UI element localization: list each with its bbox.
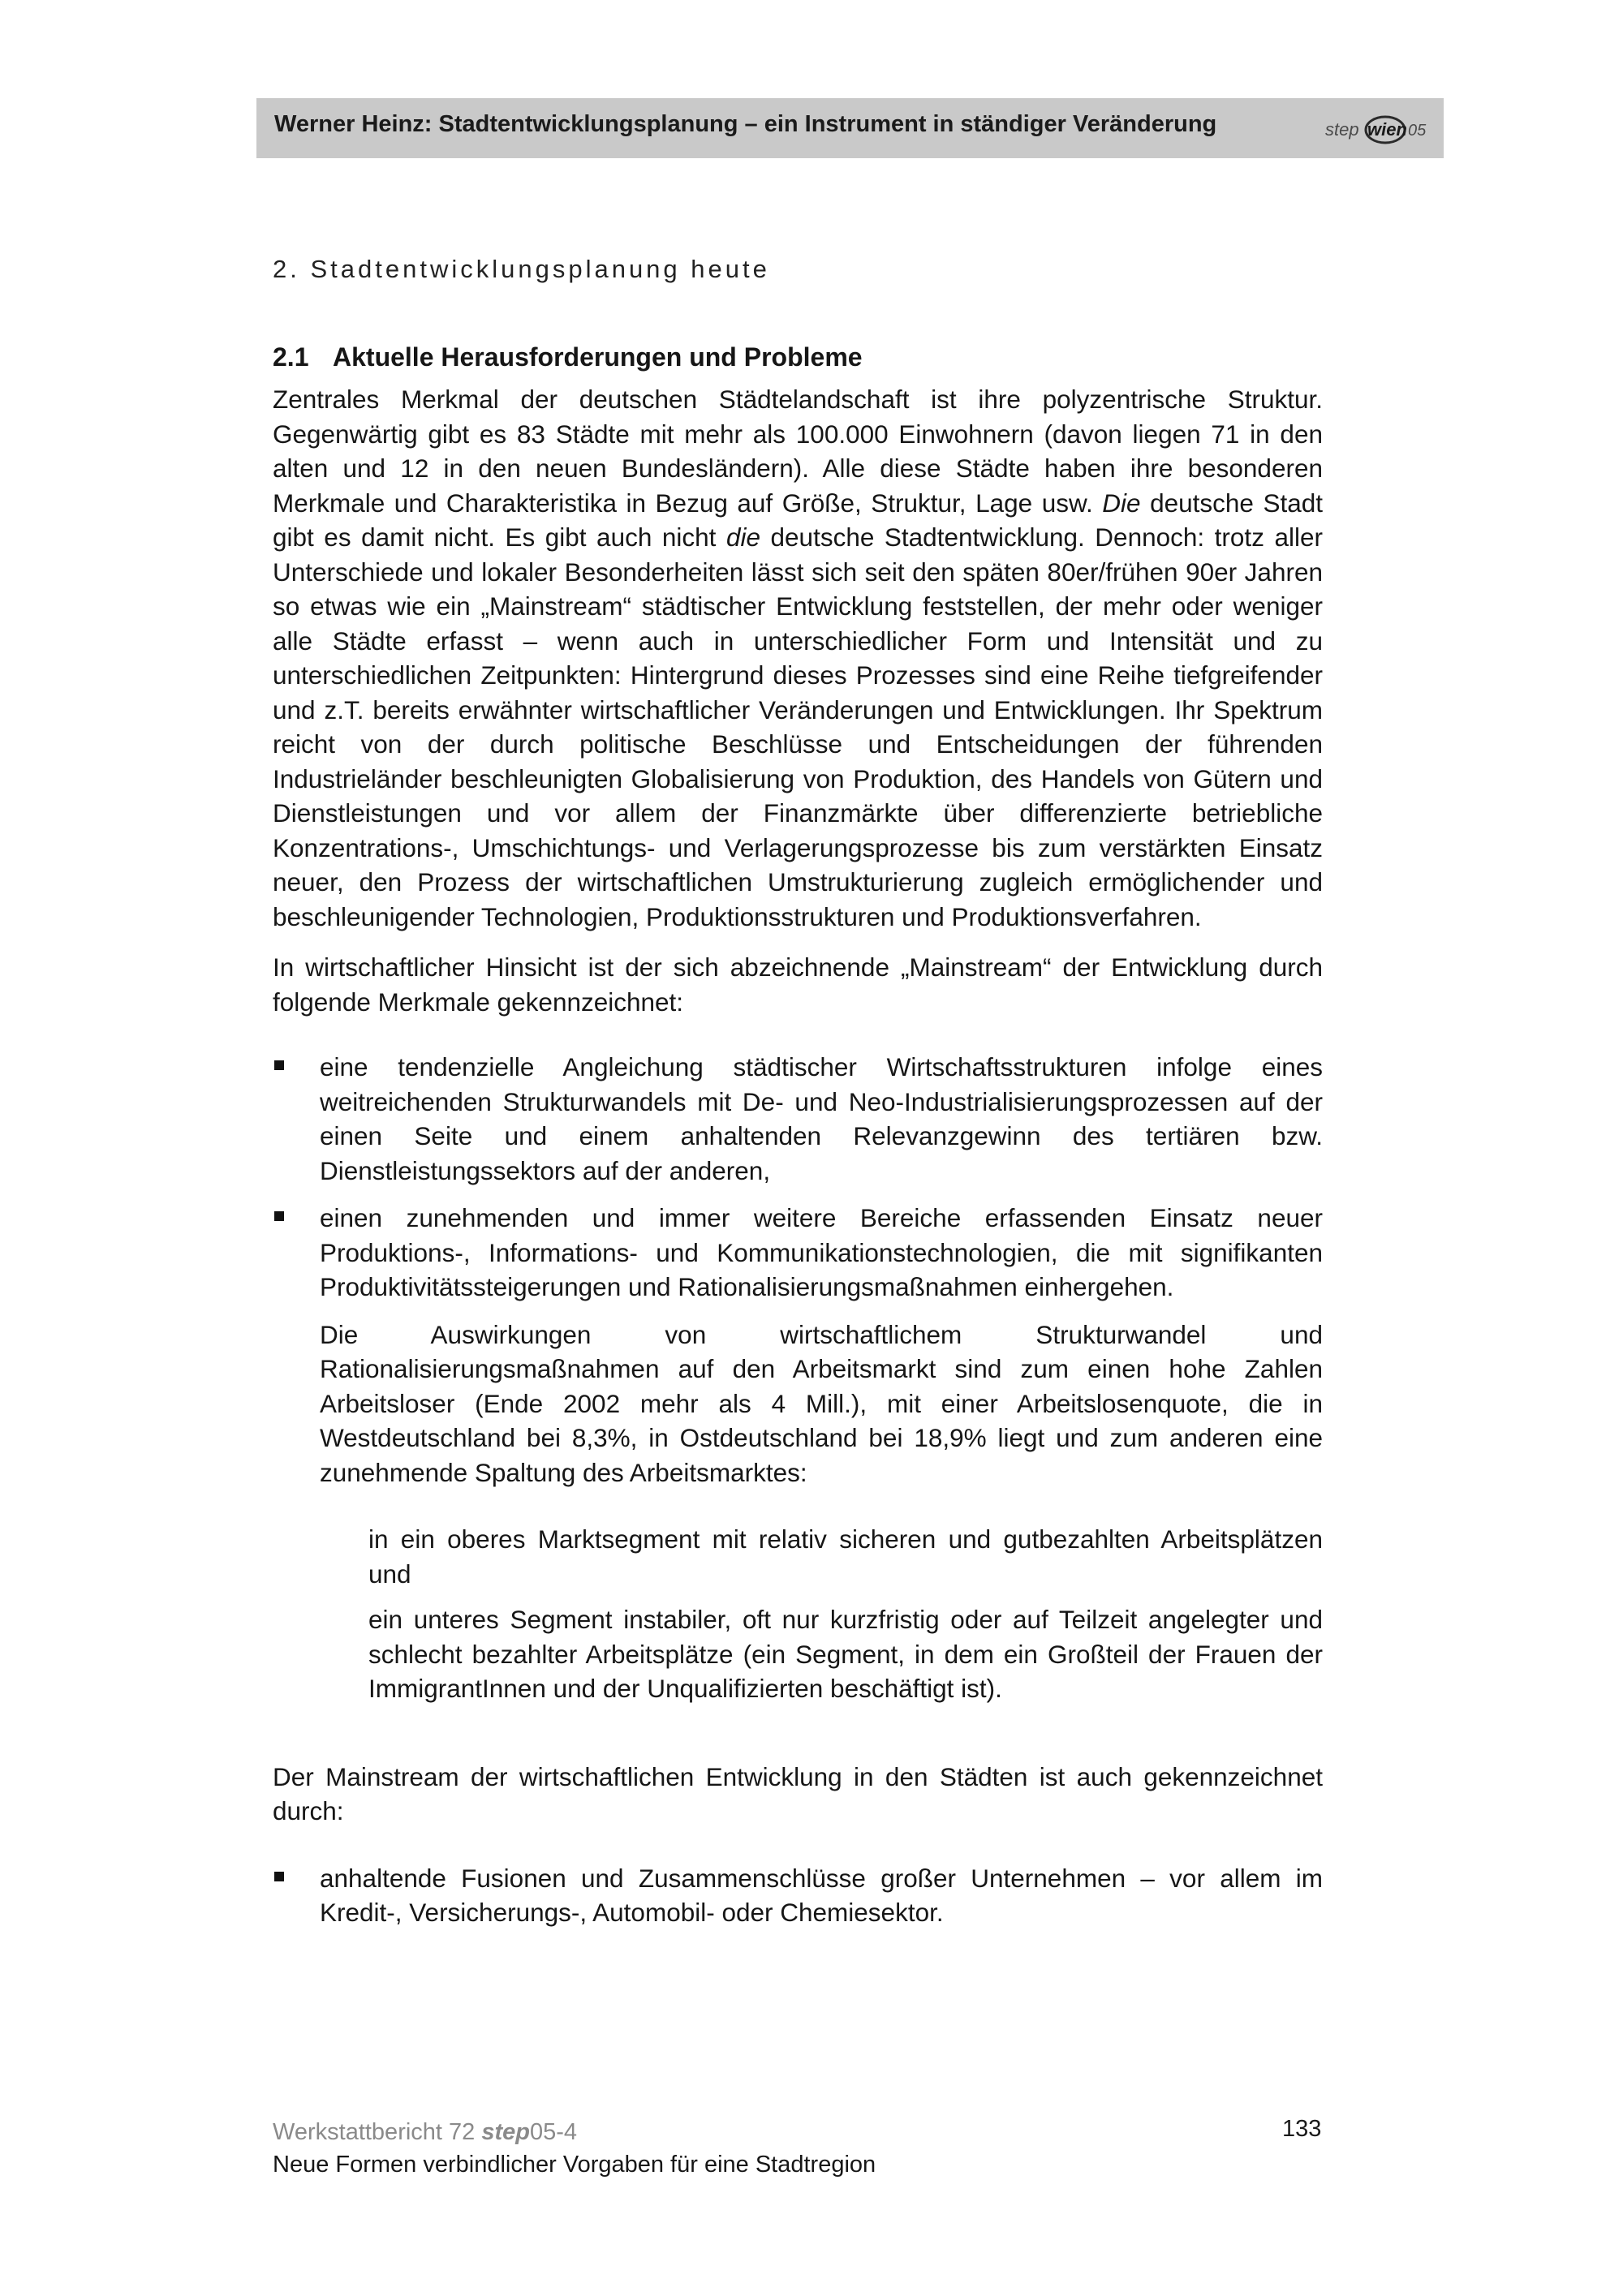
sub-list-item: ein unteres Segment instabiler, oft nur kurzfristig oder auf Teilzeit angelegter und schlecht bezahlter Arbeitsplätze (ein Segment, in dem ein Großteil der Frauen der ImmigrantInnen und der Unqualifizierten beschäftigt ist).: [368, 1605, 1323, 1703]
paragraph-intro-italic1: Die: [1102, 488, 1141, 518]
paragraph-intro-part1: Zentrales Merkmal der deutschen Städtelandschaft ist ihre polyzentrische Struktur. Gegenwärtig gibt es 83 Städte mit mehr als 100.000 Einwohnern (davon liegen 71 in den alten und 12 in den neuen Bundesländern). Alle diese Städte haben ihre besonderen Merkmale und Charakteristika in Bezug auf Größe, Struktur, Lage usw.: [273, 385, 1323, 518]
sub-list-segments: [273, 1522, 1323, 1706]
subsection-title: [273, 342, 1323, 372]
subsection-label: Aktuelle Herausforderungen und Probleme: [333, 342, 863, 372]
list-item: [273, 1201, 1323, 1305]
svg-text:wien: wien: [1367, 119, 1407, 140]
page-footer: [273, 2116, 876, 2181]
list-item: [273, 1861, 1323, 1930]
bullet-square-icon: [274, 1872, 284, 1881]
svg-text:step: step: [1325, 119, 1359, 140]
footer-step: step: [481, 2119, 530, 2145]
subsection-number: 2.1: [273, 342, 309, 372]
paragraph-intro-part2: deutsche Stadt gibt es damit nicht. Es gibt auch nicht: [273, 488, 1323, 552]
paragraph-mainstream: In wirtschaftlicher Hinsicht ist der sich abzeichnende „Mainstream“ der Entwicklung durch folgende Merkmale gekennzeichnet:: [273, 952, 1323, 1017]
svg-text:05: 05: [1408, 122, 1427, 140]
page-number: 133: [1282, 2116, 1322, 2142]
bullet-square-icon: [274, 1060, 284, 1070]
list-item-text: anhaltende Fusionen und Zusammenschlüsse großer Unternehmen – vor allem im Kredit-, Versicherungs-, Automobil- oder Chemiesektor.: [320, 1863, 1323, 1927]
footer-subtitle: Neue Formen verbindlicher Vorgaben für eine Stadtregion: [273, 2152, 876, 2178]
list-item-text: einen zunehmenden und immer weitere Bereiche erfassenden Einsatz neuer Produktions-, Informations- und Kommunikationstechnologien, die mit signifikanten Produktivitätssteigerungen und Rationalisierungsmaßnahmen einhergehen.: [320, 1203, 1323, 1301]
bullet-square-icon: [274, 1211, 284, 1221]
footer-report-line: [273, 2116, 876, 2148]
paragraph-intro-italic2: die: [725, 522, 760, 552]
bullet-list-features: [273, 1050, 1323, 1305]
sub-list-item: in ein oberes Marktsegment mit relativ sicheren und gutbezahlten Arbeitsplätzen und: [368, 1524, 1323, 1589]
footer-report: Werkstattbericht 72: [273, 2119, 482, 2145]
paragraph-labour-market: Die Auswirkungen von wirtschaftlichem Strukturwandel und Rationalisierungsmaßnahmen auf den Arbeitsmarkt sind zum einen hohe Zahlen Arbeitsloser (Ende 2002 mehr als 4 Mill.), mit einer Arbeitslosenquote, die in Westdeutschland bei 8,3%, in Ostdeutschland bei 18,9% liegt und zum anderen eine zunehmende Spaltung des Arbeitsmarktes:: [320, 1319, 1323, 1487]
footer-issue: 05-4: [530, 2119, 578, 2145]
list-item-text: eine tendenzielle Angleichung städtischer Wirtschaftsstrukturen infolge eines weitreichenden Strukturwandels mit De- und Neo-Industrialisierungsprozessen auf der einen Seite und einem anhaltenden Relevanzgewinn des tertiären bzw. Dienstleistungssektors auf der anderen,: [320, 1052, 1323, 1185]
paragraph-mainstream-cities: Der Mainstream der wirtschaftlichen Entwicklung in den Städten ist auch gekennzeichnet durch:: [273, 1761, 1323, 1825]
bullet-list-fusions: [273, 1861, 1323, 1930]
section-title: 2. Stadtentwicklungsplanung heute: [273, 255, 770, 283]
page-header: [256, 98, 1444, 158]
step-wien-logo-icon: [1324, 108, 1437, 148]
paragraph-intro: [273, 382, 1323, 934]
main-content: [273, 243, 1323, 1943]
header-title: Werner Heinz: Stadtentwicklungsplanung – ein Instrument in ständiger Veränderung: [274, 111, 1217, 137]
list-item: [273, 1050, 1323, 1188]
paragraph-intro-part3: deutsche Stadtentwicklung. Dennoch: trotz aller Unterschiede und lokaler Besonderheiten lässt sich seit den späten 80er/frühen 90er Jahren so etwas wie ein „Mainstream“ städtischer Entwicklung feststellen, der mehr oder weniger alle Städte erfasst – wenn auch in unterschiedlicher Form und Intensität und zu unterschiedlichen Zeitpunkten: Hintergrund dieses Prozesses sind eine Reihe tiefgreifender und z.T. bereits erwähnter wirtschaftlicher Veränderungen und Entwicklungen. Ihr Spektrum reicht von der durch politische Beschlüsse und Entscheidungen der führenden Industrieländer beschleunigten Globalisierung von Produktion, des Handels von Gütern und Dienstleistungen und vor allem der Finanzmärkte über differenzierte betriebliche Konzentrations-, Umschichtungs- und Verlagerungsprozesse bis zum verstärkten Einsatz neuer, den Prozess der wirtschaftlichen Umstrukturierung zugleich ermöglichender und beschleunigender Technologien, Produktionsstrukturen und Produktionsverfahren.: [273, 522, 1323, 931]
